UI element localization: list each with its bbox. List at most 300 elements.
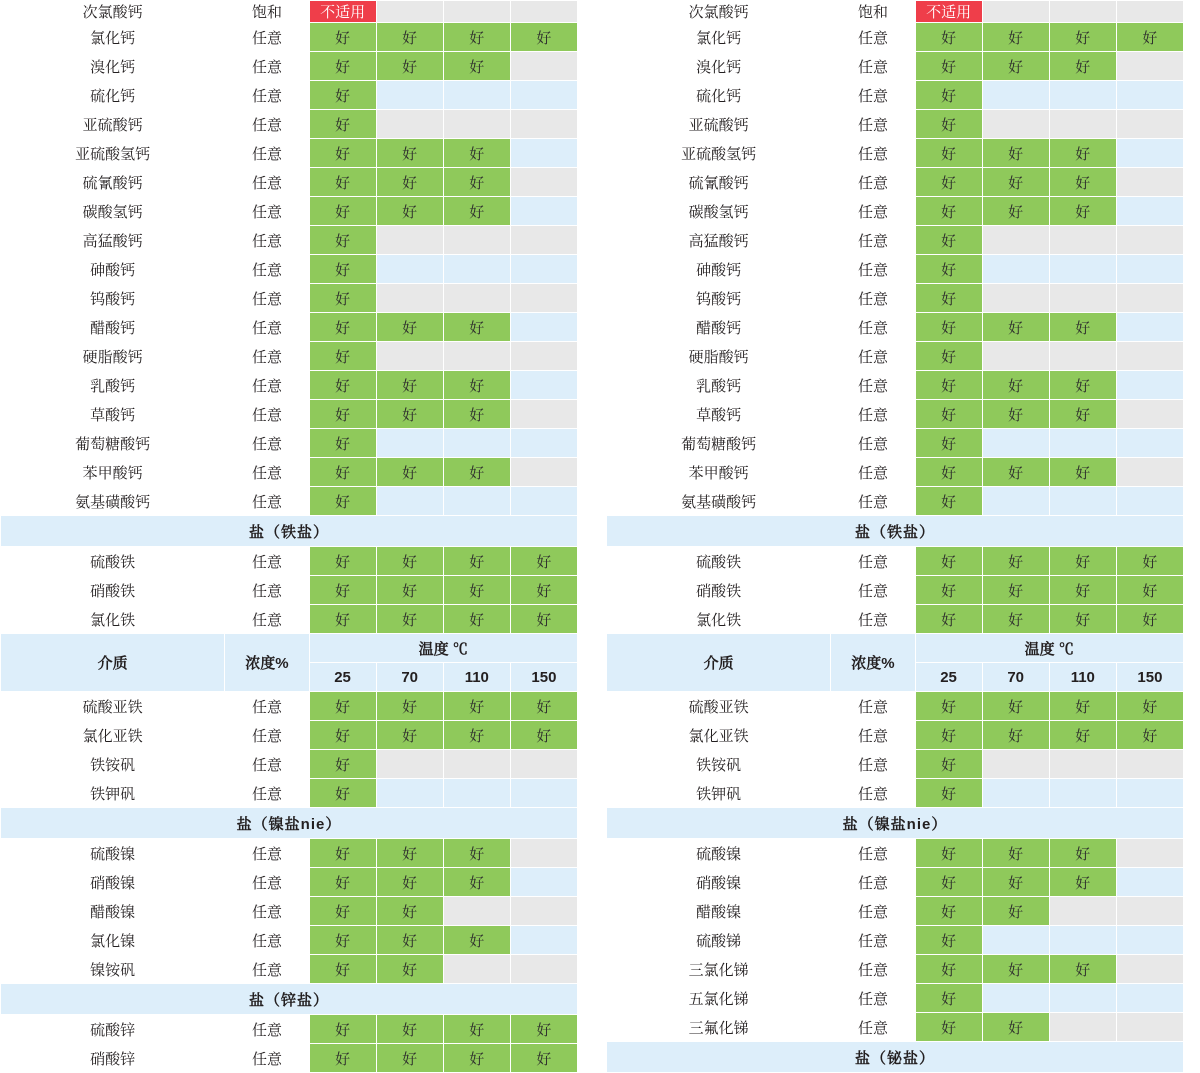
table-row (607, 371, 1184, 400)
media-name-cell: 氯化钙 (1, 23, 225, 52)
rating-cell-good: 好 (376, 868, 443, 897)
rating-cell-good: 好 (1049, 692, 1116, 721)
table-row (607, 429, 1184, 458)
rating-cell-empty (510, 284, 577, 313)
column-header-media: 介质 (607, 634, 831, 692)
media-name-cell: 葡萄糖酸钙 (1, 429, 225, 458)
concentration-cell: 任意 (831, 721, 915, 750)
concentration-cell: 任意 (225, 839, 309, 868)
rating-cell-empty (510, 458, 577, 487)
rating-cell-good: 好 (309, 955, 376, 984)
rating-cell-good: 好 (309, 110, 376, 139)
rating-cell-empty (510, 371, 577, 400)
rating-cell-good: 好 (309, 342, 376, 371)
rating-cell-empty (1116, 750, 1183, 779)
rating-cell-good: 好 (443, 926, 510, 955)
section-title: 盐（铁盐） (607, 516, 1184, 547)
rating-cell-empty (1049, 110, 1116, 139)
media-name-cell: 氨基磺酸钙 (1, 487, 225, 516)
rating-cell-good: 好 (443, 139, 510, 168)
concentration-cell: 任意 (225, 197, 309, 226)
concentration-cell: 任意 (831, 984, 915, 1013)
rating-cell-empty (443, 81, 510, 110)
rating-cell-good: 好 (1049, 605, 1116, 634)
rating-cell-empty (376, 487, 443, 516)
concentration-cell: 任意 (831, 576, 915, 605)
media-name-cell: 硝酸锌 (1, 1044, 225, 1073)
rating-cell-good: 好 (309, 458, 376, 487)
table-row (607, 576, 1184, 605)
rating-cell-good: 好 (309, 926, 376, 955)
rating-cell-good: 好 (376, 1015, 443, 1044)
concentration-cell: 任意 (225, 458, 309, 487)
concentration-cell: 任意 (831, 487, 915, 516)
rating-cell-good: 好 (982, 197, 1049, 226)
media-name-cell: 苯甲酸钙 (1, 458, 225, 487)
rating-cell-empty (376, 255, 443, 284)
column-header-temp-70: 70 (376, 663, 443, 692)
section-title: 盐（锌盐） (1, 984, 578, 1015)
rating-cell-good: 好 (309, 692, 376, 721)
rating-cell-empty (1116, 400, 1183, 429)
rating-cell-good: 好 (309, 576, 376, 605)
rating-cell-empty (1116, 458, 1183, 487)
rating-cell-empty (1049, 487, 1116, 516)
concentration-cell: 任意 (225, 429, 309, 458)
rating-cell-good: 好 (510, 605, 577, 634)
rating-cell-good: 好 (915, 197, 982, 226)
table-row (607, 139, 1184, 168)
rating-cell-good: 好 (1049, 547, 1116, 576)
section-title: 盐（镍盐nie） (607, 808, 1184, 839)
concentration-cell: 任意 (831, 52, 915, 81)
section-title: 盐（镍盐nie） (1, 808, 578, 839)
concentration-cell: 任意 (225, 926, 309, 955)
table-row (1, 692, 578, 721)
concentration-cell: 任意 (225, 226, 309, 255)
rating-cell-empty (1116, 139, 1183, 168)
rating-cell-good: 好 (309, 750, 376, 779)
concentration-cell: 任意 (225, 1015, 309, 1044)
rating-cell-empty (510, 926, 577, 955)
concentration-cell: 任意 (831, 458, 915, 487)
rating-cell-empty (1116, 197, 1183, 226)
rating-cell-empty (510, 487, 577, 516)
concentration-cell: 任意 (831, 139, 915, 168)
rating-cell-good: 好 (915, 429, 982, 458)
table-row (1, 139, 578, 168)
media-name-cell: 三氯化锑 (607, 955, 831, 984)
concentration-cell: 任意 (831, 110, 915, 139)
rating-cell-good: 好 (915, 458, 982, 487)
table-row (607, 226, 1184, 255)
rating-cell-empty (510, 750, 577, 779)
rating-cell-good: 好 (510, 576, 577, 605)
rating-cell-good: 好 (982, 955, 1049, 984)
table-row (1, 750, 578, 779)
column-header-temp-110: 110 (1049, 663, 1116, 692)
concentration-cell: 任意 (831, 342, 915, 371)
rating-cell-empty (982, 1, 1049, 23)
rating-cell-empty (1116, 226, 1183, 255)
column-header-temperature: 温度 ℃ (915, 634, 1183, 663)
table-row (1, 868, 578, 897)
table-row (1, 313, 578, 342)
concentration-cell: 任意 (225, 313, 309, 342)
rating-cell-empty (982, 255, 1049, 284)
table-row (1, 255, 578, 284)
rating-cell-empty (443, 284, 510, 313)
media-name-cell: 硫酸镍 (1, 839, 225, 868)
concentration-cell: 任意 (831, 429, 915, 458)
table-row (607, 487, 1184, 516)
rating-cell-good: 好 (376, 458, 443, 487)
rating-cell-good: 好 (915, 750, 982, 779)
rating-cell-empty (510, 1, 577, 23)
table-row (607, 81, 1184, 110)
table-row (607, 197, 1184, 226)
table-row (1, 955, 578, 984)
rating-cell-empty (443, 429, 510, 458)
media-name-cell: 氯化铁 (607, 605, 831, 634)
rating-cell-good: 好 (443, 721, 510, 750)
rating-cell-good: 好 (443, 52, 510, 81)
media-name-cell: 铁钾矾 (607, 779, 831, 808)
rating-cell-good: 好 (443, 400, 510, 429)
rating-cell-empty (510, 955, 577, 984)
concentration-cell: 任意 (225, 110, 309, 139)
rating-cell-empty (510, 168, 577, 197)
table-row (1, 400, 578, 429)
rating-cell-good: 好 (443, 576, 510, 605)
concentration-cell: 任意 (225, 955, 309, 984)
media-name-cell: 醋酸镍 (607, 897, 831, 926)
rating-cell-empty (510, 400, 577, 429)
rating-cell-good: 好 (982, 23, 1049, 52)
rating-cell-good: 好 (309, 605, 376, 634)
table-row (607, 400, 1184, 429)
rating-cell-good: 好 (309, 371, 376, 400)
media-name-cell: 亚硫酸钙 (1, 110, 225, 139)
concentration-cell: 饱和 (831, 1, 915, 23)
media-name-cell: 草酸钙 (1, 400, 225, 429)
rating-cell-good: 好 (1049, 197, 1116, 226)
rating-cell-empty (1116, 284, 1183, 313)
media-name-cell: 氯化钙 (607, 23, 831, 52)
concentration-cell: 任意 (831, 400, 915, 429)
rating-cell-empty (376, 1, 443, 23)
rating-cell-empty (982, 342, 1049, 371)
rating-cell-empty (1116, 1, 1183, 23)
rating-cell-good: 好 (376, 692, 443, 721)
media-name-cell: 乳酸钙 (607, 371, 831, 400)
rating-cell-not-applicable: 不适用 (309, 1, 376, 23)
rating-cell-good: 好 (443, 868, 510, 897)
rating-cell-empty (1116, 1013, 1183, 1042)
rating-cell-good: 好 (309, 168, 376, 197)
media-name-cell: 溴化钙 (1, 52, 225, 81)
rating-cell-good: 好 (309, 429, 376, 458)
media-name-cell: 硫化钙 (1, 81, 225, 110)
rating-cell-good: 好 (309, 487, 376, 516)
rating-cell-empty (1116, 984, 1183, 1013)
rating-cell-empty (376, 342, 443, 371)
table-row (607, 52, 1184, 81)
rating-cell-empty (1049, 226, 1116, 255)
rating-cell-good: 好 (376, 52, 443, 81)
concentration-cell: 任意 (225, 23, 309, 52)
rating-cell-good: 好 (1116, 23, 1183, 52)
rating-cell-empty (510, 839, 577, 868)
table-row (1, 342, 578, 371)
rating-cell-good: 好 (309, 284, 376, 313)
column-header-temperature: 温度 ℃ (309, 634, 577, 663)
media-name-cell: 氯化镍 (1, 926, 225, 955)
rating-cell-empty (510, 868, 577, 897)
concentration-cell: 任意 (225, 750, 309, 779)
rating-cell-good: 好 (915, 721, 982, 750)
rating-cell-good: 好 (1049, 23, 1116, 52)
concentration-cell: 任意 (831, 81, 915, 110)
rating-cell-good: 好 (915, 926, 982, 955)
table-row (607, 168, 1184, 197)
table-row (607, 313, 1184, 342)
rating-cell-good: 好 (915, 52, 982, 81)
table-row (607, 926, 1184, 955)
section-header-row (1, 516, 578, 547)
column-header-temp-150: 150 (1116, 663, 1183, 692)
rating-cell-good: 好 (510, 721, 577, 750)
rating-cell-empty (510, 197, 577, 226)
rating-cell-good: 好 (376, 23, 443, 52)
rating-cell-good: 好 (1049, 576, 1116, 605)
media-name-cell: 硫氰酸钙 (607, 168, 831, 197)
media-name-cell: 硝酸铁 (1, 576, 225, 605)
table-row (607, 284, 1184, 313)
rating-cell-good: 好 (915, 284, 982, 313)
concentration-cell: 任意 (225, 400, 309, 429)
concentration-cell: 任意 (225, 721, 309, 750)
rating-cell-good: 好 (309, 547, 376, 576)
rating-cell-good: 好 (915, 955, 982, 984)
rating-cell-good: 好 (1049, 168, 1116, 197)
rating-cell-good: 好 (309, 52, 376, 81)
rating-cell-good: 好 (376, 721, 443, 750)
media-name-cell: 硫酸亚铁 (607, 692, 831, 721)
rating-cell-empty (1049, 429, 1116, 458)
table-row (1, 1015, 578, 1044)
rating-cell-good: 好 (1116, 576, 1183, 605)
table-row (1, 605, 578, 634)
concentration-cell: 任意 (831, 313, 915, 342)
rating-cell-good: 好 (376, 839, 443, 868)
rating-cell-good: 好 (1116, 547, 1183, 576)
rating-cell-empty (982, 284, 1049, 313)
rating-cell-empty (443, 897, 510, 926)
table-row (1, 1044, 578, 1073)
media-name-cell: 硝酸铁 (607, 576, 831, 605)
rating-cell-good: 好 (982, 168, 1049, 197)
rating-cell-empty (1049, 81, 1116, 110)
rating-cell-good: 好 (915, 692, 982, 721)
rating-cell-good: 好 (1049, 458, 1116, 487)
media-name-cell: 硬脂酸钙 (607, 342, 831, 371)
rating-cell-good: 好 (376, 897, 443, 926)
rating-cell-good: 好 (309, 839, 376, 868)
rating-cell-empty (1049, 926, 1116, 955)
rating-cell-good: 好 (443, 168, 510, 197)
rating-cell-good: 好 (309, 868, 376, 897)
table-row (1, 110, 578, 139)
table-row (1, 52, 578, 81)
table-row (607, 23, 1184, 52)
table-row (607, 255, 1184, 284)
table-row (1, 779, 578, 808)
media-name-cell: 硫化钙 (607, 81, 831, 110)
table-row (607, 110, 1184, 139)
rating-cell-good: 好 (1049, 371, 1116, 400)
rating-cell-good: 好 (982, 371, 1049, 400)
rating-cell-empty (1049, 255, 1116, 284)
rating-cell-good: 好 (915, 984, 982, 1013)
chemical-resistance-table-left (0, 0, 578, 1073)
rating-cell-empty (510, 110, 577, 139)
media-name-cell: 亚硫酸氢钙 (607, 139, 831, 168)
rating-cell-empty (510, 81, 577, 110)
media-name-cell: 葡萄糖酸钙 (607, 429, 831, 458)
media-name-cell: 次氯酸钙 (607, 1, 831, 23)
media-name-cell: 铁钾矾 (1, 779, 225, 808)
rating-cell-empty (510, 139, 577, 168)
left-table-column (0, 0, 578, 1068)
rating-cell-empty (1049, 984, 1116, 1013)
rating-cell-good: 好 (1049, 52, 1116, 81)
media-name-cell: 醋酸钙 (1, 313, 225, 342)
concentration-cell: 任意 (831, 839, 915, 868)
rating-cell-good: 好 (376, 955, 443, 984)
rating-cell-empty (982, 926, 1049, 955)
rating-cell-good: 好 (982, 458, 1049, 487)
concentration-cell: 任意 (225, 868, 309, 897)
rating-cell-empty (982, 750, 1049, 779)
rating-cell-good: 好 (1049, 839, 1116, 868)
rating-cell-empty (982, 429, 1049, 458)
rating-cell-good: 好 (510, 1015, 577, 1044)
rating-cell-good: 好 (510, 1044, 577, 1073)
rating-cell-empty (510, 897, 577, 926)
media-name-cell: 碳酸氢钙 (1, 197, 225, 226)
table-row (1, 576, 578, 605)
rating-cell-good: 好 (982, 897, 1049, 926)
rating-cell-good: 好 (376, 400, 443, 429)
rating-cell-good: 好 (915, 779, 982, 808)
media-name-cell: 苯甲酸钙 (607, 458, 831, 487)
rating-cell-good: 好 (376, 926, 443, 955)
table-row (1, 839, 578, 868)
rating-cell-empty (1116, 371, 1183, 400)
rating-cell-empty (1049, 779, 1116, 808)
rating-cell-good: 好 (443, 313, 510, 342)
rating-cell-empty (443, 750, 510, 779)
concentration-cell: 任意 (831, 955, 915, 984)
rating-cell-good: 好 (443, 23, 510, 52)
concentration-cell: 任意 (225, 52, 309, 81)
column-header-temp-25: 25 (309, 663, 376, 692)
rating-cell-good: 好 (915, 400, 982, 429)
rating-cell-empty (510, 255, 577, 284)
media-name-cell: 硫氰酸钙 (1, 168, 225, 197)
rating-cell-good: 好 (915, 255, 982, 284)
concentration-cell: 任意 (831, 897, 915, 926)
rating-cell-good: 好 (510, 692, 577, 721)
rating-cell-good: 好 (510, 547, 577, 576)
rating-cell-good: 好 (376, 1044, 443, 1073)
rating-cell-good: 好 (982, 400, 1049, 429)
concentration-cell: 任意 (831, 226, 915, 255)
concentration-cell: 任意 (831, 1013, 915, 1042)
chemical-resistance-table-right (606, 0, 1184, 1073)
rating-cell-good: 好 (915, 897, 982, 926)
rating-cell-empty (1049, 284, 1116, 313)
table-row (607, 839, 1184, 868)
concentration-cell: 任意 (831, 605, 915, 634)
table-row (607, 547, 1184, 576)
rating-cell-good: 好 (915, 313, 982, 342)
concentration-cell: 任意 (225, 81, 309, 110)
concentration-cell: 任意 (831, 779, 915, 808)
concentration-cell: 任意 (225, 1044, 309, 1073)
rating-cell-empty (1116, 839, 1183, 868)
rating-cell-empty (510, 342, 577, 371)
rating-cell-empty (982, 81, 1049, 110)
rating-cell-good: 好 (982, 605, 1049, 634)
rating-cell-empty (1116, 81, 1183, 110)
right-table-column (606, 0, 1184, 1068)
column-header-concentration: 浓度% (225, 634, 309, 692)
concentration-cell: 饱和 (225, 1, 309, 23)
media-name-cell: 次氯酸钙 (1, 1, 225, 23)
rating-cell-empty (1116, 168, 1183, 197)
rating-cell-good: 好 (982, 839, 1049, 868)
rating-cell-empty (510, 226, 577, 255)
rating-cell-good: 好 (309, 897, 376, 926)
column-header-temp-25: 25 (915, 663, 982, 692)
section-title: 盐（铁盐） (1, 516, 578, 547)
rating-cell-good: 好 (915, 1013, 982, 1042)
rating-cell-good: 好 (915, 371, 982, 400)
concentration-cell: 任意 (225, 605, 309, 634)
rating-cell-empty (376, 284, 443, 313)
rating-cell-good: 好 (982, 692, 1049, 721)
section-header-row (1, 984, 578, 1015)
rating-cell-empty (443, 342, 510, 371)
rating-cell-good: 好 (982, 576, 1049, 605)
media-name-cell: 硝酸镍 (1, 868, 225, 897)
table-row (607, 605, 1184, 634)
rating-cell-empty (510, 52, 577, 81)
table-row (607, 458, 1184, 487)
concentration-cell: 任意 (225, 779, 309, 808)
concentration-cell: 任意 (225, 284, 309, 313)
concentration-cell: 任意 (831, 371, 915, 400)
concentration-cell: 任意 (225, 692, 309, 721)
table-header-row-top (607, 634, 1184, 663)
table-row (607, 1, 1184, 23)
rating-cell-good: 好 (1049, 313, 1116, 342)
media-name-cell: 醋酸镍 (1, 897, 225, 926)
table-row (1, 429, 578, 458)
rating-cell-good: 好 (915, 110, 982, 139)
